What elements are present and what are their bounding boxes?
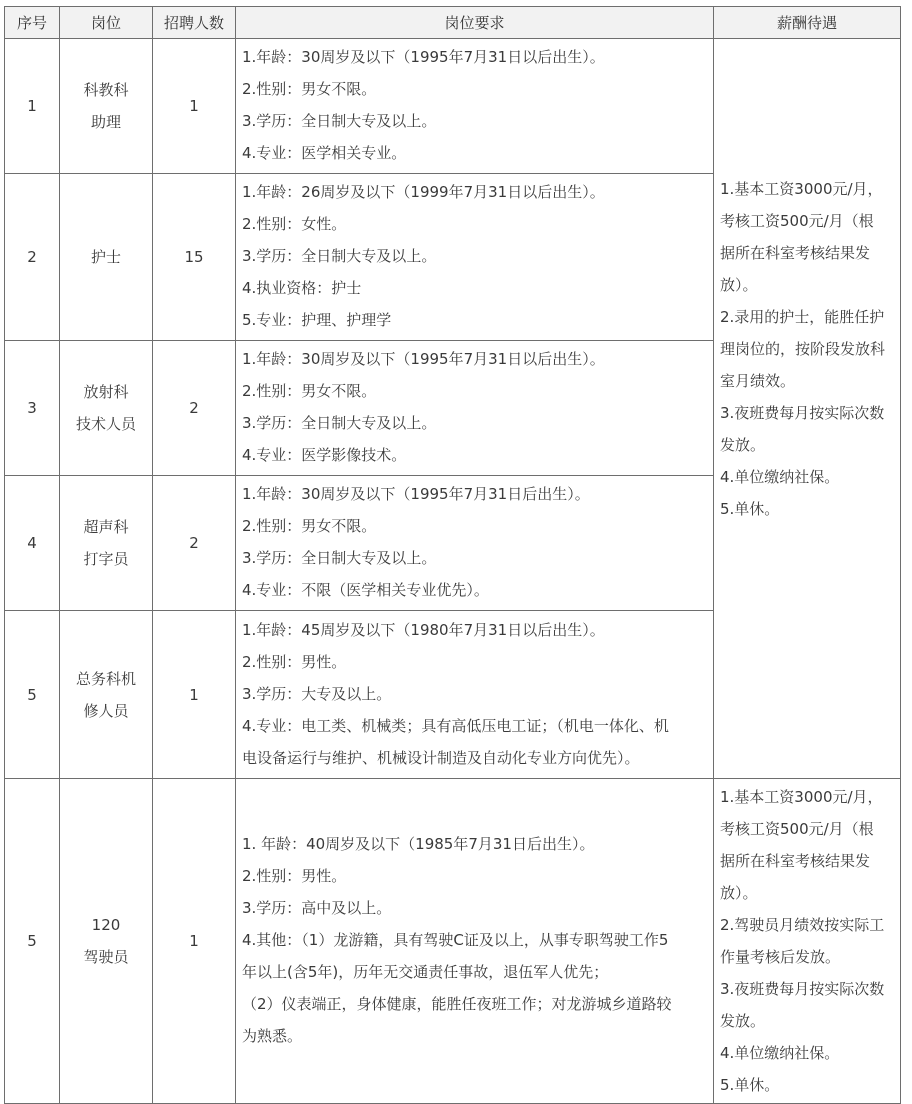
requirement-line: （2）仪表端正，身体健康，能胜任夜班工作；对龙游城乡道路较 <box>242 995 672 1013</box>
post-line: 打字员 <box>83 550 129 568</box>
row-no: 5 <box>5 611 60 779</box>
requirement-line: 2.性别：男女不限。 <box>242 80 377 98</box>
salary-line: 作量考核后发放。 <box>720 948 841 966</box>
row-post <box>60 174 153 341</box>
salary-line: 放）。 <box>720 884 758 902</box>
salary-line: 2.录用的护士，能胜任护 <box>720 307 885 326</box>
row-requirements <box>236 39 714 174</box>
post-line: 总务科机 <box>75 669 136 688</box>
table-row <box>5 779 901 1104</box>
requirement-line: 3.学历：全日制大专及以上。 <box>242 247 437 265</box>
requirement-line: 1.年龄：30周岁及以下（1995年7月31日以后出生）。 <box>242 350 605 368</box>
requirement-line: 年以上(含5年)，历年无交通责任事故，退伍军人优先； <box>242 963 609 981</box>
salary-group-2 <box>714 779 901 1104</box>
salary-line: 理岗位的，按阶段发放科 <box>720 339 886 358</box>
salary-line: 发放。 <box>720 1012 766 1030</box>
requirement-line: 1.年龄：26周岁及以下（1999年7月31日以后出生）。 <box>242 183 605 201</box>
row-requirements <box>236 476 714 611</box>
requirement-line: 3.学历：全日制大专及以上。 <box>242 112 437 130</box>
requirement-line: 4.专业：医学相关专业。 <box>242 144 407 162</box>
salary-line: 4.单位缴纳社保。 <box>720 467 840 486</box>
requirement-line: 2.性别：男女不限。 <box>242 517 377 535</box>
row-requirements <box>236 779 714 1104</box>
post-line: 放射科 <box>83 383 129 401</box>
row-requirements <box>236 174 714 341</box>
salary-line: 4.单位缴纳社保。 <box>720 1044 840 1062</box>
requirement-line: 1.年龄：30周岁及以下（1995年7月31日后出生）。 <box>242 485 590 503</box>
row-no: 2 <box>5 174 60 341</box>
requirement-line: 电设备运行与维护、机械设计制造及自动化专业方向优先）。 <box>242 748 640 767</box>
row-count: 1 <box>153 611 236 779</box>
requirement-line: 3.学历：大专及以上。 <box>242 684 392 703</box>
salary-line: 据所在科室考核结果发 <box>720 852 871 870</box>
header-salary: 薪酬待遇 <box>714 7 901 39</box>
requirement-line: 1.年龄：30周岁及以下（1995年7月31日以后出生）。 <box>242 48 605 66</box>
header-row <box>5 7 901 39</box>
post-line: 护士 <box>90 248 121 266</box>
row-post <box>60 39 153 174</box>
salary-line: 室月绩效。 <box>720 371 796 390</box>
requirement-line: 2.性别：男女不限。 <box>242 382 377 400</box>
requirement-line: 5.专业：护理、护理学 <box>242 311 392 329</box>
recruitment-table <box>4 6 901 1104</box>
post-line: 120 <box>91 916 121 934</box>
row-post <box>60 611 153 779</box>
post-line: 技术人员 <box>75 415 136 433</box>
post-line: 驾驶员 <box>83 948 129 966</box>
requirement-line: 2.性别：女性。 <box>242 215 347 233</box>
requirement-line: 2.性别：男性。 <box>242 652 347 671</box>
row-no: 4 <box>5 476 60 611</box>
row-requirements <box>236 341 714 476</box>
post-line: 科教科 <box>83 81 129 99</box>
requirement-line: 4.专业：电工类、机械类；具有高低压电工证；（机电一体化、机 <box>242 716 669 735</box>
salary-line: 2.驾驶员月绩效按实际工 <box>720 916 885 934</box>
table-row <box>5 39 901 174</box>
row-no: 3 <box>5 341 60 476</box>
requirement-line: 4.专业：医学影像技术。 <box>242 446 407 464</box>
header-no: 序号 <box>5 7 60 39</box>
requirement-line: 1.年龄：45周岁及以下（1980年7月31日以后出生）。 <box>242 620 605 639</box>
row-no: 5 <box>5 779 60 1104</box>
salary-line: 3.夜班费每月按实际次数 <box>720 980 885 998</box>
row-count: 2 <box>153 476 236 611</box>
salary-line: 发放。 <box>720 435 766 454</box>
requirement-line: 4.其他：（1）龙游籍，具有驾驶C证及以上，从事专职驾驶工作5 <box>242 931 669 949</box>
requirement-line: 1. 年龄：40周岁及以下（1985年7月31日后出生）。 <box>242 835 595 853</box>
post-line: 助理 <box>90 113 121 131</box>
salary-line: 考核工资500元/月（根 <box>720 820 874 838</box>
row-count: 1 <box>153 779 236 1104</box>
requirement-line: 2.性别：男性。 <box>242 867 347 885</box>
header-requirements: 岗位要求 <box>236 7 714 39</box>
row-count: 2 <box>153 341 236 476</box>
salary-line: 5.单休。 <box>720 499 780 518</box>
salary-line: 1.基本工资3000元/月， <box>720 179 883 198</box>
salary-line: 放）。 <box>720 275 758 294</box>
requirement-line: 4.执业资格：护士 <box>242 279 362 297</box>
salary-line: 考核工资500元/月（根 <box>720 211 874 230</box>
requirement-line: 3.学历：全日制大专及以上。 <box>242 414 437 432</box>
salary-line: 1.基本工资3000元/月， <box>720 788 883 806</box>
row-count: 1 <box>153 39 236 174</box>
post-line: 修人员 <box>83 701 129 720</box>
row-no: 1 <box>5 39 60 174</box>
salary-line: 5.单休。 <box>720 1076 780 1094</box>
row-post <box>60 476 153 611</box>
row-count: 15 <box>153 174 236 341</box>
header-post: 岗位 <box>60 7 153 39</box>
header-count: 招聘人数 <box>153 7 236 39</box>
post-line: 超声科 <box>83 518 129 536</box>
row-post <box>60 341 153 476</box>
salary-line: 3.夜班费每月按实际次数 <box>720 403 885 422</box>
salary-group-1 <box>714 39 901 779</box>
salary-line: 据所在科室考核结果发 <box>720 243 871 262</box>
row-requirements <box>236 611 714 779</box>
requirement-line: 3.学历：全日制大专及以上。 <box>242 549 437 567</box>
row-post <box>60 779 153 1104</box>
requirement-line: 4.专业：不限（医学相关专业优先）。 <box>242 581 489 599</box>
requirement-line: 3.学历：高中及以上。 <box>242 899 392 917</box>
requirement-line: 为熟悉。 <box>242 1027 303 1045</box>
